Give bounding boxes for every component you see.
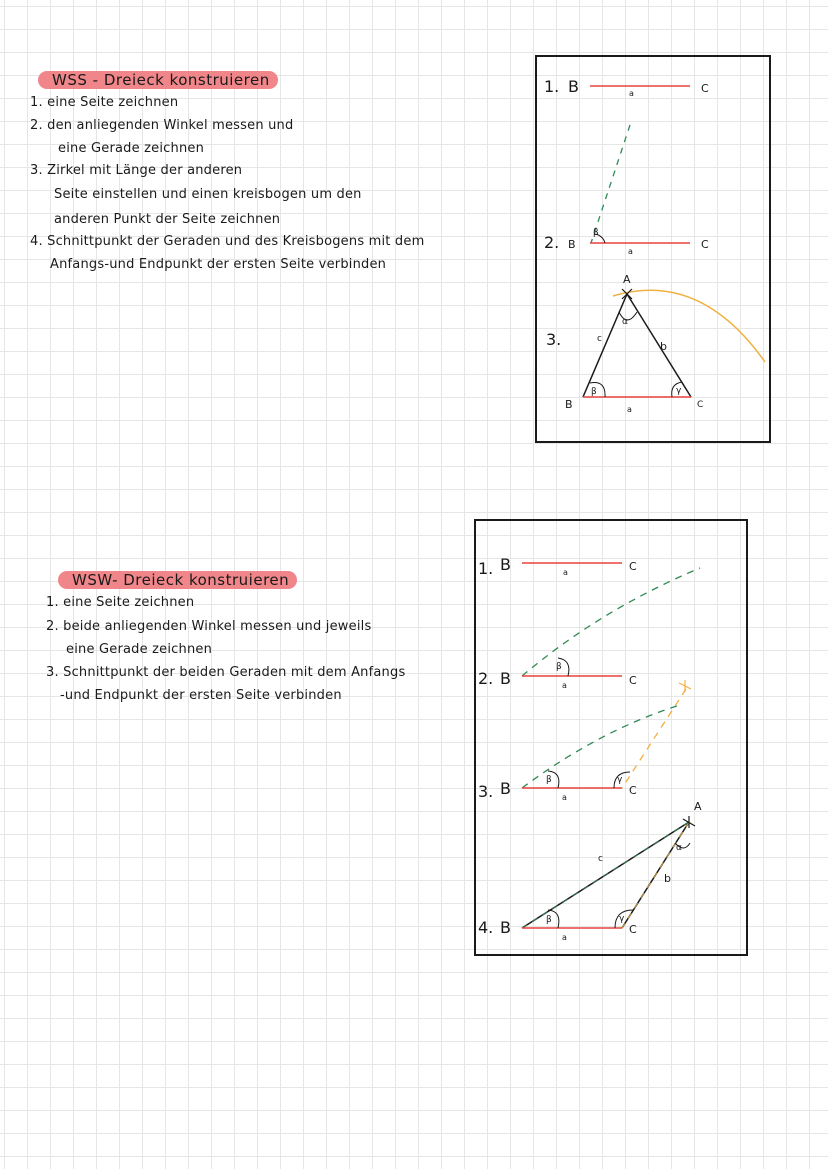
wsw-fig3-label-gamma: γ [617,775,623,785]
wss-step-number-2: 2. [544,233,560,252]
wss-step-3: 3. Zirkel mit Länge der anderen [30,163,243,178]
wsw-fig4-label-b: b [664,872,671,885]
wss-fig1-label-a: a [629,89,634,98]
wss-step-4: 4. Schnittpunkt der Geraden und des Kreisbogens mit dem [30,234,425,249]
wsw-fig4-label-alpha: α [676,843,682,853]
wss-fig3-label-alpha: α [622,317,628,327]
wsw-step-3-cont: -und Endpunkt der ersten Seite verbinden [60,688,342,703]
wss-fig2-point-b: B [568,238,576,251]
wss-fig3-label-beta: β [591,387,597,397]
wss-fig3-label-b: b [660,340,667,353]
wsw-fig4-label-c: c [598,854,603,864]
wss-fig3-label-c: c [597,334,602,344]
wss-fig3-label-a: a [627,405,632,414]
wss-step-4-cont: Anfangs-und Endpunkt der ersten Seite verbinden [50,257,387,272]
wsw-fig1-point-c: C [629,560,637,573]
wsw-step-1: 1. eine Seite zeichnen [46,595,195,610]
wss-fig3-point-a: A [623,273,631,286]
wss-title: WSS - Dreieck konstruieren [38,71,278,89]
wsw-fig4-label-a: a [562,933,567,942]
wss-fig2-label-a: a [628,247,633,256]
wsw-fig3-point-b: B [500,779,511,798]
wsw-fig2-label-beta: β [556,662,562,672]
wss-step-3-cont2: anderen Punkt der Seite zeichnen [54,212,281,227]
wsw-step-2: 2. beide anliegenden Winkel messen und jeweils [46,619,372,634]
wsw-step-2-cont: eine Gerade zeichnen [66,642,213,657]
wss-fig2-construction-line [591,125,630,243]
wsw-fig4-label-beta: β [546,915,552,925]
wsw-fig4-point-a: A [694,800,702,813]
wsw-fig2-construction-line [522,568,700,676]
wsw-fig2-label-a: a [562,681,567,690]
wsw-step-3: 3. Schnittpunkt der beiden Geraden mit dem Anfangs [46,665,406,680]
wss-fig1-point-b: B [568,77,579,96]
wsw-fig4-label-gamma: γ [619,914,625,924]
wss-fig3-side-b [627,294,691,397]
wsw-fig4-point-c: C [629,923,637,936]
wsw-step-number-2: 2. [478,669,494,688]
wss-step-number-1: 1. [544,77,560,96]
wsw-fig3-point-c: C [629,784,637,797]
wss-step-2-cont: eine Gerade zeichnen [58,141,205,156]
wsw-fig1-point-b: B [500,555,511,574]
wss-fig1-point-c: C [701,82,709,95]
wsw-fig4-point-b: B [500,918,511,937]
wss-step-3-cont: Seite einstellen und einen kreisbogen um den [54,187,362,202]
wss-fig3-point-b: B [565,398,573,411]
wsw-fig3-label-beta: β [546,775,552,785]
wss-fig3-circle-arc [613,290,765,362]
wss-step-1: 1. eine Seite zeichnen [30,95,179,110]
wss-fig2-label-beta: β [593,228,599,238]
wsw-step-number-4: 4. [478,918,494,937]
wss-fig2-point-c: C [701,238,709,251]
wsw-fig2-point-b: B [500,669,511,688]
wsw-title: WSW- Dreieck konstruieren [58,571,297,589]
wss-step-2: 2. den anliegenden Winkel messen und [30,118,294,133]
wsw-fig3-construction-line-orange [622,689,686,788]
wss-fig3-point-c: C [697,400,704,410]
wss-fig3-side-c [583,294,627,397]
wsw-fig3-label-a: a [562,793,567,802]
wsw-fig1-label-a: a [563,568,568,577]
wsw-step-number-3: 3. [478,782,494,801]
wsw-fig2-point-c: C [629,674,637,687]
wss-step-number-3: 3. [546,330,562,349]
wss-fig3-label-gamma: γ [676,386,682,396]
wsw-step-number-1: 1. [478,559,494,578]
